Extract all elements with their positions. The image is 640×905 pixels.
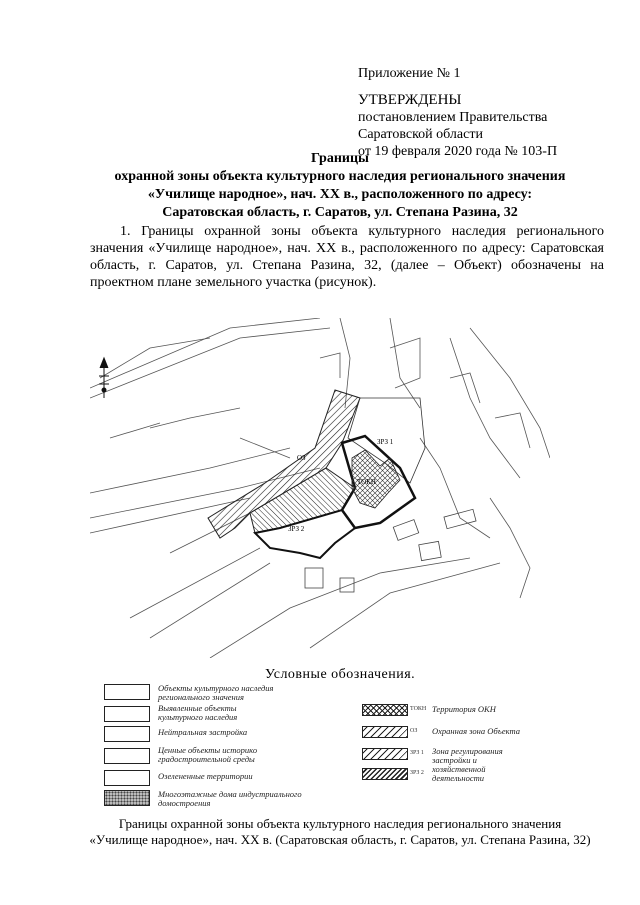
neighbor-buildings	[305, 509, 476, 592]
figure-caption	[40, 816, 640, 848]
legend-code-zrz2: ЗРЗ 2	[410, 770, 424, 776]
appendix-number: Приложение № 1	[358, 66, 461, 81]
caption-line-1: Границы охранной зоны объекта культурного наследия регионального значения	[118, 816, 562, 831]
approved-date: от 19 февраля 2020 года № 103-П	[358, 144, 558, 159]
approved-by-line-1: постановлением Правительства	[358, 110, 548, 125]
legend-label-tokn: Территория ОКН	[432, 704, 496, 714]
legend-label-neutral: Нейтральная застройка	[158, 727, 248, 737]
title-line-4: Саратовская область, г. Саратов, ул. Степана Разина, 32	[162, 205, 518, 220]
map-label-oz: ОЗ	[297, 454, 306, 462]
title-line-3: «Училище народное», нач. ХХ в., расположенного по адресу:	[147, 187, 533, 202]
legend-swatch-tokn	[362, 704, 408, 716]
legend-label-valuable: Ценные объекты историко градостроительной среды	[158, 745, 258, 764]
title-line-2: охранной зоны объекта культурного наследия регионального значения	[114, 169, 566, 184]
legend-swatch-zrz1	[362, 748, 408, 760]
site-plan-map	[90, 318, 550, 658]
legend-code-tokn: ТОКН	[410, 706, 427, 712]
legend-label-zrz1: Зона регулирования застройки и хозяйственной деятельности	[432, 746, 503, 783]
legend-swatch-valuable	[104, 748, 150, 764]
legend-swatch-zrz2	[362, 768, 408, 780]
approved-heading: УТВЕРЖДЕНЫ	[358, 92, 462, 108]
document-title	[40, 150, 640, 222]
legend-swatch-green	[104, 770, 150, 786]
legend-swatch-neutral	[104, 726, 150, 742]
legend-swatch-highrise	[104, 790, 150, 806]
title-line-1: Границы	[311, 151, 369, 166]
caption-line-2: «Училище народное», нач. ХХ в. (Саратовская область, г. Саратов, ул. Степана Разина, 32)	[89, 832, 591, 847]
legend-label-highrise: Многоэтажные дома индустриального домостроения	[158, 789, 302, 808]
legend-swatch-oz	[362, 726, 408, 738]
legend-label-identified: Выявленные объекты культурного наследия	[158, 703, 238, 722]
legend-code-oz: ОЗ	[410, 728, 418, 734]
legend-label-green: Озелененные территории	[158, 771, 253, 781]
legend-title: Условные обозначения.	[265, 667, 416, 682]
map-label-zrz1: ЗРЗ 1	[377, 438, 394, 446]
legend-label-heritage: Объекты культурного наследия регионального значения	[158, 683, 274, 702]
legend	[104, 680, 520, 810]
legend-swatch-identified	[104, 706, 150, 722]
legend-label-oz: Охранная зона Объекта	[432, 726, 520, 736]
map-label-zrz2: ЗРЗ 2	[288, 525, 305, 533]
approved-by-line-2: Саратовской области	[358, 127, 483, 142]
legend-code-zrz1: ЗРЗ 1	[410, 750, 424, 756]
legend-swatch-heritage	[104, 684, 150, 700]
map-label-tokn: ТОКН	[357, 478, 376, 486]
main-paragraph: 1. Границы охранной зоны объекта культурного наследия регионального значения «Училище народное», нач. ХХ в., расположенного по адресу: Саратовская область, г. Саратов, ул. Степана Разина, 32, (далее – Объект) обозначены на проектном плане земельного участка (рисунок).	[90, 224, 604, 290]
